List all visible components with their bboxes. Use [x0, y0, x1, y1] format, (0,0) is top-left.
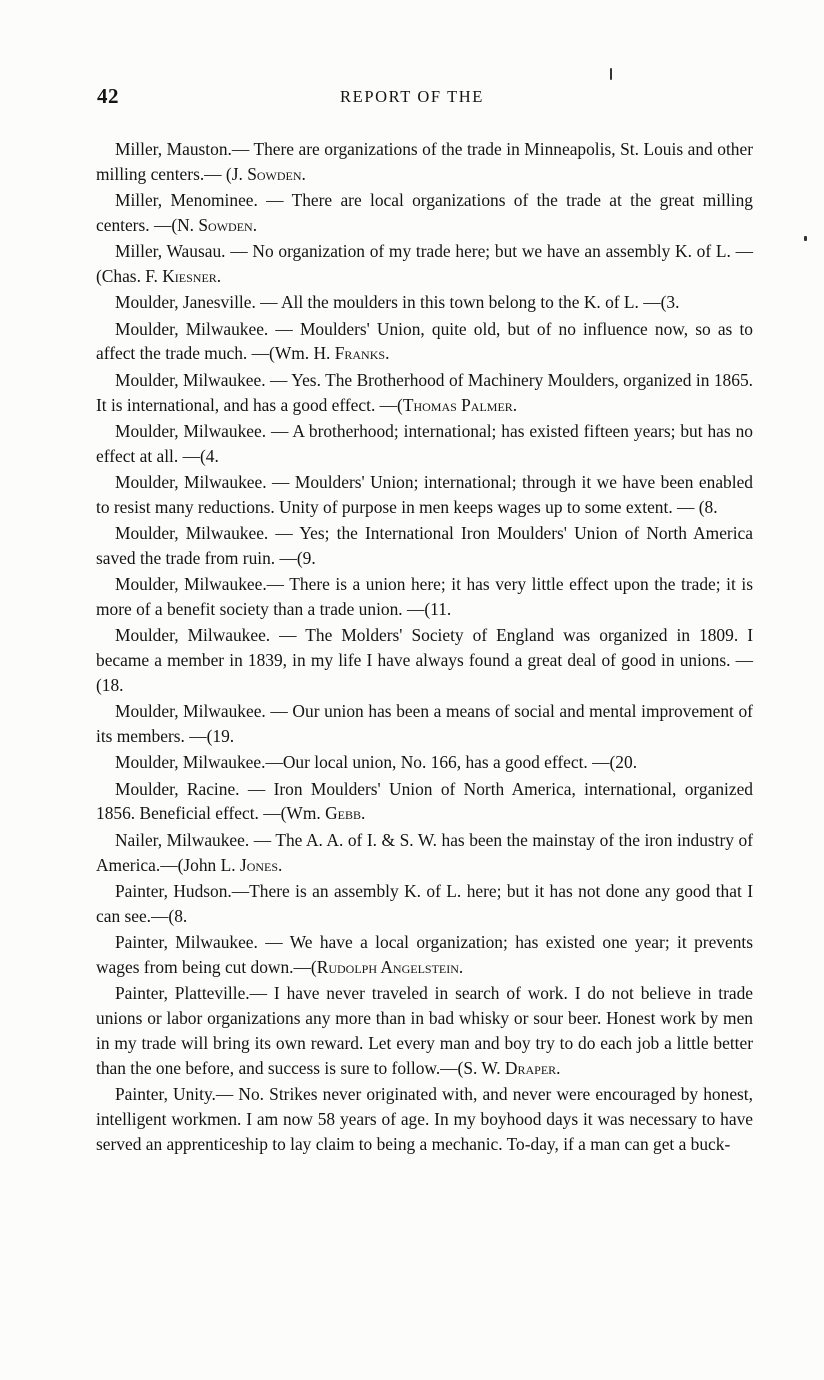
entry-moulder-milwaukee-6 — [96, 572, 753, 622]
entry-nailer-milwaukee — [96, 828, 753, 878]
entry-painter-platteville — [96, 981, 753, 1081]
entry-signature: Kiesner. — [162, 266, 222, 287]
entry-head: Moulder, Milwaukee. — [115, 522, 269, 543]
entry-text: — All the moulders in this town belong to the K. of L. —(3. — [255, 292, 680, 313]
entry-signature: Draper. — [504, 1057, 561, 1078]
entry-signature: Sowden. — [198, 215, 258, 236]
entry-text: — The Molders' Society of England was organized in 1809. I became a member in 1839, in my life I have always found a great deal of good in unions. — (18. — [96, 625, 753, 695]
entry-signature: Sowden. — [247, 163, 306, 184]
entry-text: — Our union has been a means of social and mental improvement of its members. —(19. — [96, 701, 753, 747]
entry-moulder-milwaukee-8 — [96, 699, 753, 749]
entry-head: Miller, Menominee. — [115, 190, 258, 211]
entry-text: —There is an assembly K. of L. here; but it has not done any good that I can see.—(8. — [96, 880, 753, 926]
entry-painter-unity — [96, 1082, 753, 1157]
page-number: 42 — [97, 84, 119, 108]
entry-head: Moulder, Milwaukee. — [115, 752, 266, 773]
entry-head: Nailer, Milwaukee. — [115, 829, 250, 850]
entry-text: — There is a union here; it has very little effect upon the trade; it is more of a benefit society than a trade union. —(11. — [96, 574, 753, 619]
entry-text: — Yes. The Brotherhood of Machinery Moulders, organized in 1865. It is international, and has a good effect. —( — [96, 369, 753, 415]
entry-text: — The A. A. of I. & S. W. has been the mainstay of the iron industry of America.—(John L. — [96, 829, 753, 875]
entry-head: Moulder, Racine. — [115, 778, 240, 799]
entry-signature: Rudolph Angelstein. — [316, 956, 464, 977]
entry-head: Painter, Hudson. — [115, 880, 232, 901]
entry-text: — Yes; the International Iron Moulders' Union of North America saved the trade from ruin. —(9. — [96, 522, 753, 568]
entry-moulder-milwaukee-5 — [96, 521, 753, 571]
entry-signature: Franks. — [334, 343, 390, 364]
entry-text: — A brotherhood; international; has existed fifteen years; but has no effect at all. —(4. — [96, 420, 753, 466]
entry-head: Moulder, Milwaukee. — [115, 625, 271, 646]
entry-signature: Gebb. — [325, 803, 366, 824]
entry-signature: Jones. — [239, 854, 283, 875]
entry-head: Moulder, Milwaukee. — [115, 369, 266, 390]
entry-painter-milwaukee — [96, 930, 753, 980]
entry-text: —Our local union, No. 166, has a good effect. —(20. — [265, 752, 638, 773]
entry-text: — We have a local organization; has existed one year; it prevents wages from being cut down.—( — [96, 931, 754, 977]
entry-text: — There are local organizations of the trade at the great milling centers. —(N. — [96, 190, 753, 236]
entry-moulder-racine — [96, 777, 753, 827]
entry-signature: Thomas Palmer. — [402, 394, 518, 415]
entry-text: — No organization of my trade here; but we have an assembly K. of L. —(Chas. F. — [96, 241, 753, 287]
entry-text: — Iron Moulders' Union of North America, international, organized 1856. Beneficial effect. —(Wm. — [96, 778, 753, 824]
entry-moulder-milwaukee-1 — [96, 317, 753, 367]
entry-text: — Moulders' Union; international; through it we have been enabled to resist many reductions. Unity of purpose in men keeps wages up to some extent. — (8. — [96, 471, 753, 517]
page-header — [0, 84, 824, 112]
entry-head: Moulder, Milwaukee. — [115, 574, 267, 595]
entry-moulder-milwaukee-2 — [96, 368, 753, 418]
entry-miller-mauston — [96, 137, 753, 187]
entry-moulder-janesville — [96, 290, 753, 315]
entry-moulder-milwaukee-4 — [96, 470, 753, 520]
entry-head: Moulder, Milwaukee. — [115, 420, 267, 441]
entry-head: Painter, Platteville. — [115, 982, 250, 1003]
entry-text: — Moulders' Union, quite old, but of no influence now, so as to affect the trade much. —(Wm. H. — [96, 318, 753, 364]
entry-moulder-milwaukee-9 — [96, 750, 753, 775]
scan-speck — [804, 236, 807, 241]
entry-moulder-milwaukee-3 — [96, 419, 753, 469]
running-head: REPORT OF THE — [340, 87, 484, 106]
entry-text: — I have never traveled in search of work. I do not believe in trade unions or labor organizations any more than in bad whisky or sour beer. Honest work by men in my trade will bring its own reward. Let every man and boy try to do each job a little better than the one before, and success is sure to follow.—(S. W. — [96, 982, 753, 1078]
entry-head: Miller, Wausau. — [115, 241, 226, 262]
entry-miller-wausau — [96, 239, 753, 289]
entry-head: Moulder, Milwaukee. — [115, 701, 266, 722]
entry-head: Moulder, Milwaukee. — [115, 318, 269, 339]
entry-moulder-milwaukee-7 — [96, 623, 753, 698]
entry-miller-menominee — [96, 188, 753, 238]
entry-head: Moulder, Janesville. — [115, 292, 256, 313]
entry-text: — There are organizations of the trade in Minneapolis, St. Louis and other milling centers.— (J. — [96, 139, 753, 184]
entry-text: — No. Strikes never originated with, and never were encouraged by honest, intelligent workmen. I am now 58 years of age. In my boyhood days it was necessary to have served an apprenticeship to lay claim to being a mechanic. To-day, if a man can get a buck- — [96, 1083, 753, 1154]
entry-head: Moulder, Milwaukee. — [115, 471, 267, 492]
report-body — [96, 137, 753, 1158]
entry-head: Miller, Mauston. — [115, 139, 232, 159]
scan-speck — [610, 68, 612, 80]
entry-head: Painter, Unity. — [115, 1083, 216, 1104]
entry-head: Painter, Milwaukee. — [115, 931, 258, 952]
entry-painter-hudson — [96, 879, 753, 929]
